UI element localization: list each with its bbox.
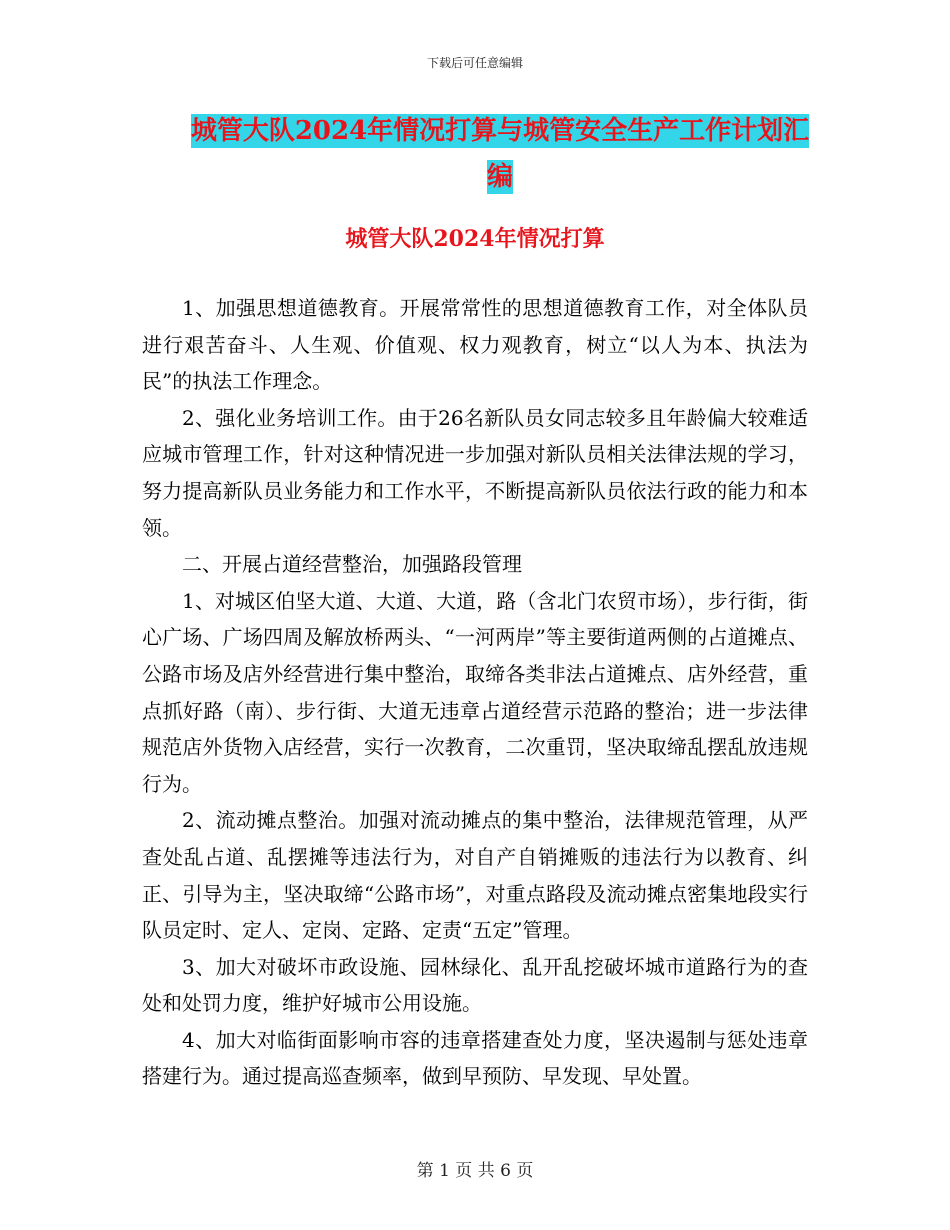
document-body xyxy=(142,290,808,1095)
paragraph: 3、加大对破坏市政设施、园林绿化、乱开乱挖破坏城市道路行为的查处和处罚力度，维护好城市公用设施。 xyxy=(142,954,808,1016)
paragraph: 4、加大对临街面影响市容的违章搭建查处力度，坚决遏制与惩处违章搭建行为。通过提高巡查频率，做到早预防、早发现、早处置。 xyxy=(142,1027,808,1089)
page-footer: 第 1 页 共 6 页 xyxy=(416,1161,534,1181)
paragraph: 2、强化业务培训工作。由于26名新队员女同志较多且年龄偏大较难适应城市管理工作，针对这种情况进一步加强对新队员相关法律法规的学习，努力提高新队员业务能力和工作水平，不断提高新队员依法行政的能力和本领。 xyxy=(142,405,808,540)
paragraph: 2、流动摊点整治。加强对流动摊点的集中整治，法律规范管理，从严查处乱占道、乱摆摊等违法行为，对自产自销摊贩的违法行为以教育、纠正、引导为主，坚决取缔“公路市场”，对重点路段及流动摊点密集地段实行队员定时、定人、定岗、定路、定责“五定”管理。 xyxy=(142,808,808,943)
document-title-line2: 编 xyxy=(486,162,513,192)
document-title-line1: 城管大队2024年情况打算与城管安全生产工作计划汇 xyxy=(190,116,810,146)
paragraph: 1、加强思想道德教育。开展常常性的思想道德教育工作，对全体队员进行艰苦奋斗、人生观、价值观、权力观教育，树立“以人为本、执法为民”的执法工作理念。 xyxy=(142,296,808,394)
section-title: 城管大队2024年情况打算 xyxy=(345,226,605,252)
header-note: 下载后可任意编辑 xyxy=(426,56,523,70)
document-title xyxy=(140,108,860,200)
paragraph: 1、对城区伯坚大道、大道、大道，路（含北门农贸市场），步行街，街心广场、广场四周及解放桥两头、“一河两岸”等主要街道两侧的占道摊点、公路市场及店外经营进行集中整治，取缔各类非法占道摊点、店外经营，重点抓好路（南）、步行街、大道无违章占道经营示范路的整治；进一步法律规范店外货物入店经营，实行一次教育，二次重罚，坚决取缔乱摆乱放违规行为。 xyxy=(142,588,808,796)
paragraph: 二、开展占道经营整治，加强路段管理 xyxy=(182,552,522,577)
